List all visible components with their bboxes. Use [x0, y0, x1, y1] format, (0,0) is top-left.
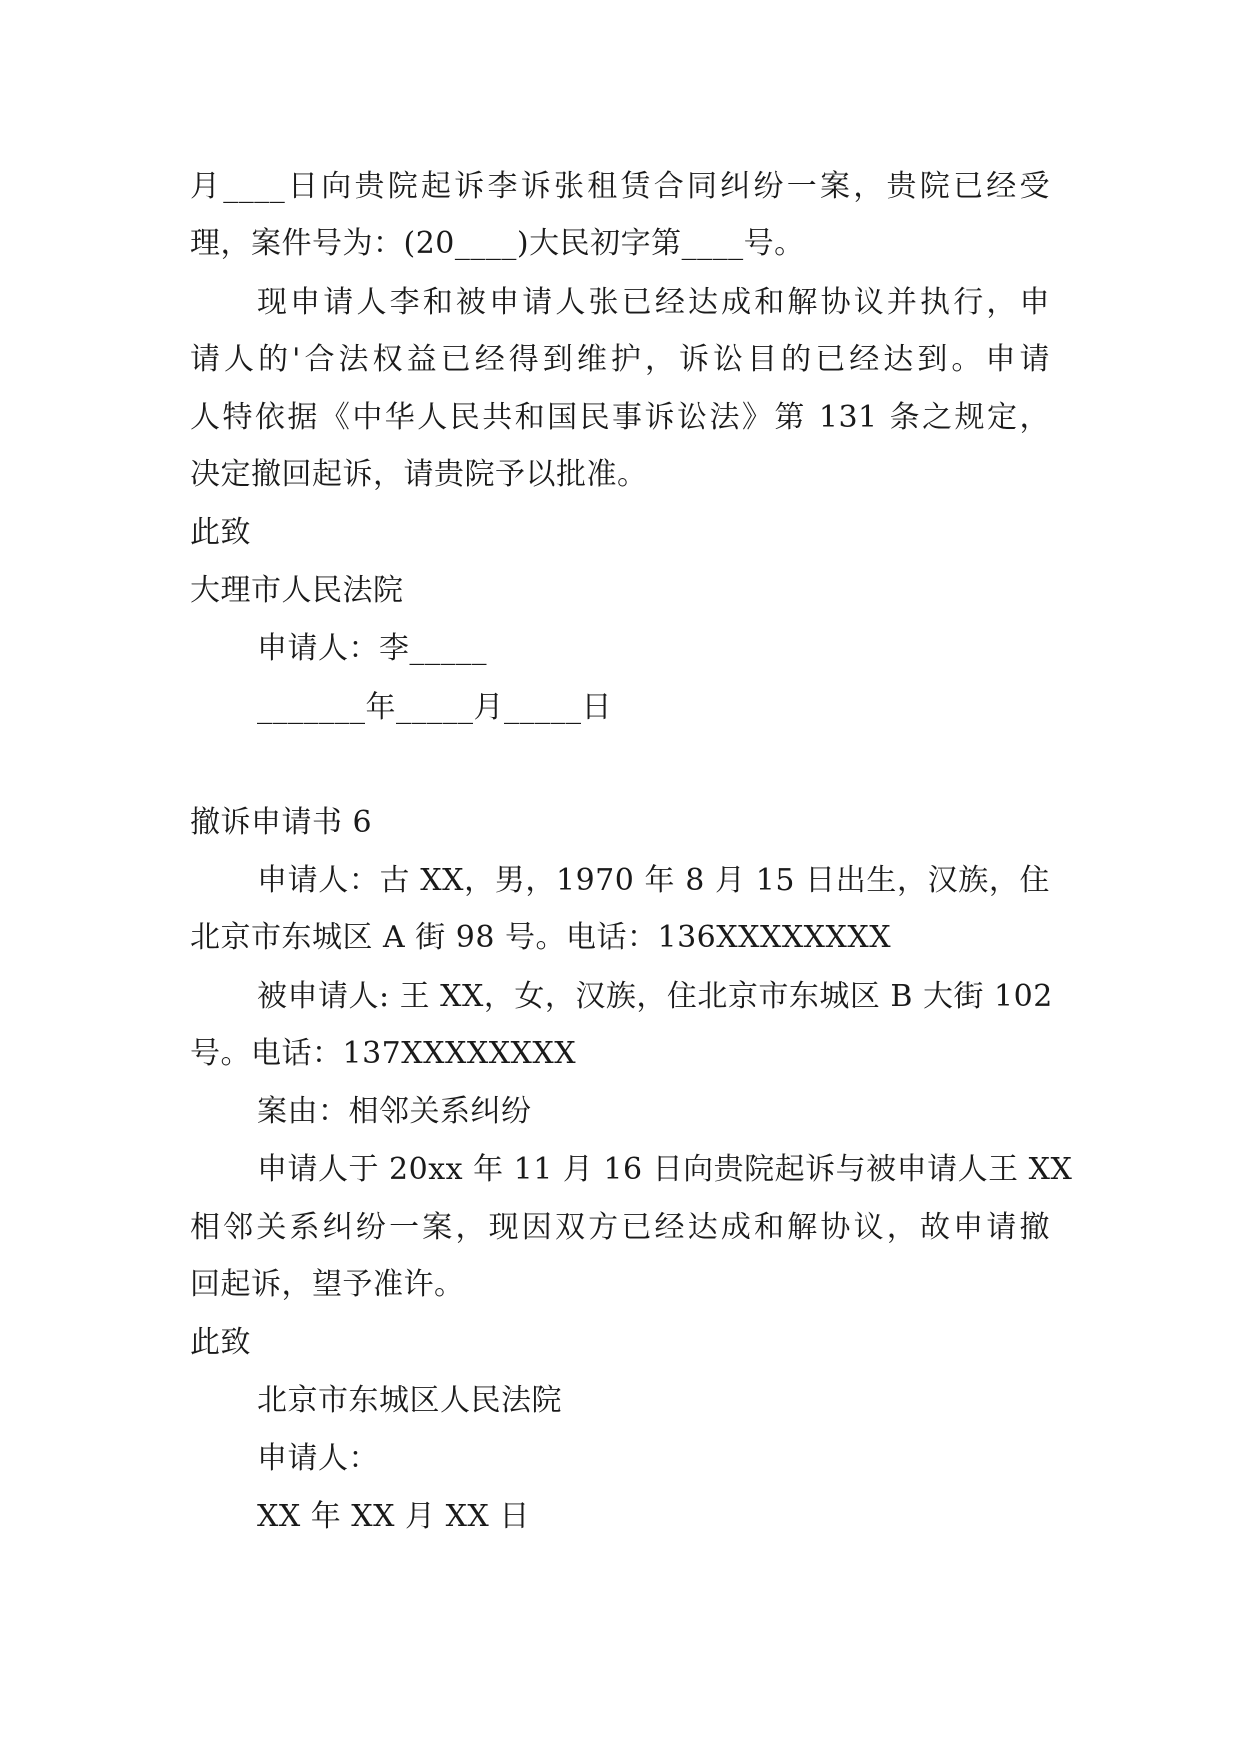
date-line: _______年_____月_____日	[257, 690, 612, 725]
case-cause: 案由：相邻关系纠纷	[257, 1094, 532, 1129]
paragraph-line: 月____日向贵院起诉李诉张租赁合同纠纷一案，贵院已经受	[190, 169, 1050, 204]
applicant-signature: 申请人：	[257, 1441, 379, 1476]
paragraph-line: 申请人于 20xx 年 11 月 16 日向贵院起诉与被申请人王 XX	[257, 1152, 1073, 1187]
paragraph-line: 申请人：古 XX，男，1970 年 8 月 15 日出生，汉族，住	[257, 863, 1050, 898]
paragraph-line: 相邻关系纠纷一案，现因双方已经达成和解协议，故申请撤	[190, 1210, 1050, 1245]
salutation: 此致	[190, 515, 251, 550]
document-title: 撤诉申请书 6	[190, 805, 373, 840]
applicant-signature: 申请人：李_____	[257, 631, 487, 666]
date-line: XX 年 XX 月 XX 日	[257, 1499, 530, 1534]
paragraph-line: 决定撤回起诉，请贵院予以批准。	[190, 457, 648, 492]
paragraph-line: 理，案件号为：(20____)大民初字第____号。	[190, 226, 805, 261]
paragraph-line: 北京市东城区 A 街 98 号。电话：136XXXXXXXX	[190, 920, 892, 955]
recipient-court: 大理市人民法院	[190, 573, 404, 608]
paragraph-line: 请人的'合法权益已经得到维护，诉讼目的已经达到。申请	[190, 342, 1050, 377]
paragraph-line: 被申请人: 王 XX，女，汉族，住北京市东城区 B 大街 102	[257, 979, 1053, 1014]
paragraph-line: 号。电话：137XXXXXXXX	[190, 1036, 577, 1071]
paragraph-line: 现申请人李和被申请人张已经达成和解协议并执行，申	[257, 285, 1050, 320]
paragraph-line: 人特依据《中华人民共和国民事诉讼法》第 131 条之规定，	[190, 400, 1050, 435]
paragraph-line: 回起诉，望予准许。	[190, 1267, 465, 1302]
salutation: 此致	[190, 1325, 251, 1360]
recipient-court: 北京市东城区人民法院	[257, 1383, 562, 1418]
